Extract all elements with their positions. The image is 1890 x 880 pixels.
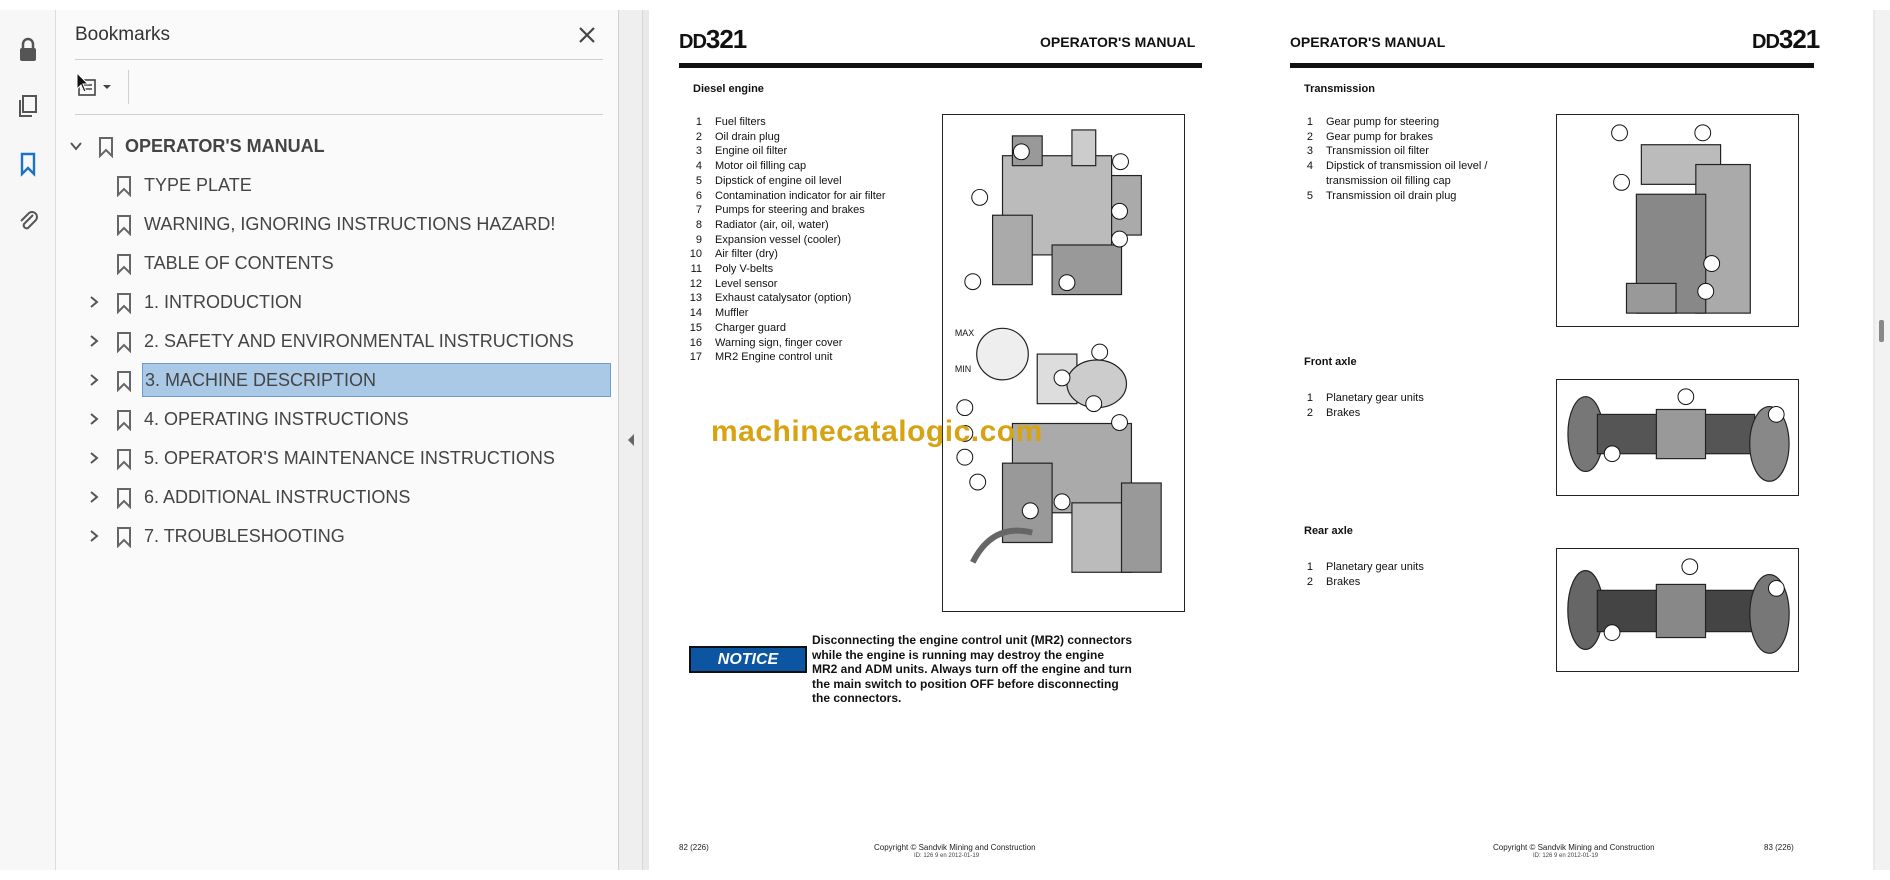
chevron-right-icon[interactable] <box>84 526 104 546</box>
tool-rail <box>0 10 56 870</box>
bookmark-icon <box>114 212 134 238</box>
section-title: Front axle <box>1304 356 1357 368</box>
list-item: 9 Expansion vessel (cooler) <box>695 233 841 246</box>
bookmark-icon <box>114 485 134 511</box>
list-item: 8 Radiator (air, oil, water) <box>695 218 829 231</box>
front-axle-figure <box>1556 379 1799 496</box>
list-item: 1 Gear pump for steering <box>1306 116 1440 128</box>
section-title: Diesel engine <box>693 83 764 95</box>
dd321-logo: DD321 <box>1752 24 1820 54</box>
list-item: 14 Muffler <box>689 307 749 320</box>
list-item: 6 Contamination indicator for air filter <box>695 189 886 202</box>
vertical-scrollbar[interactable] <box>1875 10 1890 870</box>
bookmark-label: 3. MACHINE DESCRIPTION <box>142 363 611 397</box>
chevron-down-icon <box>102 83 112 91</box>
diesel-engine-figure <box>942 114 1185 612</box>
parts-list <box>1290 115 1512 203</box>
panel-title: Bookmarks <box>75 24 171 45</box>
bookmark-label: 5. OPERATOR'S MAINTENANCE INSTRUCTIONS <box>144 448 555 468</box>
chevron-right-icon[interactable] <box>84 370 104 390</box>
list-item: 13 Exhaust catalysator (option) <box>689 292 852 305</box>
page-83 <box>1260 10 1873 870</box>
chevron-right-icon[interactable] <box>84 487 104 507</box>
bookmark-label: 6. ADDITIONAL INSTRUCTIONS <box>144 487 411 507</box>
bookmark-machine-description[interactable] <box>56 361 619 400</box>
bookmark-troubleshooting[interactable] <box>56 517 619 556</box>
list-item: 17 MR2 Engine control unit <box>689 351 833 364</box>
page-number: 82 (226) <box>679 843 709 852</box>
bookmark-type-plate[interactable] <box>56 166 619 205</box>
list-item: 4 Dipstick of transmission oil level / transmission oil filling cap <box>1306 160 1488 187</box>
divider <box>128 70 129 104</box>
scrollbar-thumb[interactable] <box>1879 320 1884 342</box>
max-label: MAX <box>954 328 975 339</box>
bookmark-operators-manual[interactable] <box>56 127 619 166</box>
list-item: 4 Motor oil filling cap <box>695 160 807 173</box>
document-id: ID: 126 9 en 2012-01-19 <box>1533 853 1599 859</box>
section-title: Rear axle <box>1304 525 1353 537</box>
list-item: 15 Charger guard <box>689 321 786 334</box>
page-header: OPERATOR'S MANUAL <box>1290 34 1446 50</box>
bookmark-icon <box>114 329 134 355</box>
list-item: 11 Poly V-belts <box>690 263 774 276</box>
section-title: Transmission <box>1304 83 1375 95</box>
rear-axle-figure <box>1556 548 1799 672</box>
pages-icon[interactable] <box>12 90 44 122</box>
bookmark-introduction[interactable] <box>56 283 619 322</box>
list-item: 1 Fuel filters <box>695 116 766 128</box>
bookmark-label: 4. OPERATING INSTRUCTIONS <box>144 409 409 429</box>
bookmark-label: OPERATOR'S MANUAL <box>125 136 325 156</box>
chevron-right-icon[interactable] <box>84 331 104 351</box>
transmission-figure <box>1556 114 1799 327</box>
page-number: 83 (226) <box>1764 843 1794 852</box>
front-axle-drawing <box>1557 380 1798 495</box>
divider <box>75 114 603 115</box>
bookmark-icon <box>114 251 134 277</box>
notice-text: Disconnecting the engine control unit (MR2) connectors while the engine is running may destroy the engine MR2 and ADM units. Always turn off the engine and turn the main switch to position OFF before disconnecting the connectors. <box>812 633 1133 706</box>
list-item: 3 Transmission oil filter <box>1306 145 1429 158</box>
watermark: machinecatalogic.com <box>711 415 1043 448</box>
rear-axle-drawing <box>1557 549 1798 671</box>
list-item: 2 Brakes <box>1306 575 1361 588</box>
chevron-right-icon[interactable] <box>84 448 104 468</box>
min-label: MIN <box>954 363 972 374</box>
mouse-cursor-icon <box>76 72 92 94</box>
notice-badge: NOTICE <box>689 646 807 673</box>
document-id: ID: 126 9 en 2012-01-19 <box>914 853 980 859</box>
copyright: Copyright © Sandvik Mining and Construction <box>874 843 1036 852</box>
lock-icon[interactable] <box>12 34 44 66</box>
list-item: 2 Brakes <box>1306 406 1361 419</box>
bookmark-label: WARNING, IGNORING INSTRUCTIONS HAZARD! <box>144 214 556 234</box>
list-item: 2 Gear pump for brakes <box>1306 130 1433 143</box>
header-rule <box>679 63 1202 68</box>
parts-list <box>1290 560 1512 589</box>
bookmark-icon <box>114 173 134 199</box>
bookmarks-panel <box>56 10 619 870</box>
bookmark-icon <box>114 446 134 472</box>
parts-list <box>679 115 899 365</box>
bookmark-icon <box>114 368 134 394</box>
bookmark-icon <box>96 134 116 160</box>
list-item: 1 Planetary gear units <box>1306 561 1424 573</box>
engine-drawing <box>943 115 1184 611</box>
chevron-down-icon[interactable] <box>66 136 86 156</box>
copyright: Copyright © Sandvik Mining and Construction <box>1493 843 1655 852</box>
close-icon[interactable] <box>574 22 600 48</box>
bookmark-operating-instructions[interactable] <box>56 400 619 439</box>
list-item: 5 Dipstick of engine oil level <box>695 174 842 187</box>
collapse-panel-icon[interactable] <box>626 433 636 447</box>
document-view[interactable] <box>643 10 1890 870</box>
bookmark-warning[interactable] <box>56 205 619 244</box>
page-header: OPERATOR'S MANUAL <box>1040 34 1196 50</box>
bookmark-additional[interactable] <box>56 478 619 517</box>
dd321-logo: DD321 <box>679 24 747 54</box>
list-item: 12 Level sensor <box>689 277 778 290</box>
divider <box>75 59 603 60</box>
bookmark-icon <box>114 290 134 316</box>
bookmark-icon <box>114 524 134 550</box>
bookmark-safety[interactable] <box>56 322 619 361</box>
list-item: 2 Oil drain plug <box>695 130 780 143</box>
list-item: 3 Engine oil filter <box>695 145 788 158</box>
bookmark-table-of-contents[interactable] <box>56 244 619 283</box>
chevron-right-icon[interactable] <box>84 409 104 429</box>
bookmark-label: 7. TROUBLESHOOTING <box>144 526 345 546</box>
bookmark-tree <box>56 127 619 556</box>
list-item: 16 Warning sign, finger cover <box>689 336 843 349</box>
bookmark-label: TYPE PLATE <box>144 175 252 195</box>
chevron-right-icon[interactable] <box>84 292 104 312</box>
paperclip-icon[interactable] <box>12 204 44 236</box>
list-item: 10 Air filter (dry) <box>689 248 778 261</box>
header-rule <box>1290 63 1814 68</box>
bookmark-maintenance[interactable] <box>56 439 619 478</box>
list-item: 5 Transmission oil drain plug <box>1306 189 1457 202</box>
bookmark-label: 1. INTRODUCTION <box>144 292 303 312</box>
bookmark-label: TABLE OF CONTENTS <box>144 253 334 273</box>
bookmark-icon[interactable] <box>12 148 44 180</box>
panel-splitter[interactable] <box>619 10 643 870</box>
parts-list <box>1290 391 1512 420</box>
bookmark-label: 2. SAFETY AND ENVIRONMENTAL INSTRUCTIONS <box>144 331 574 351</box>
list-item: 1 Planetary gear units <box>1306 392 1424 404</box>
bookmark-icon <box>114 407 134 433</box>
transmission-drawing <box>1557 115 1798 326</box>
page-82 <box>649 10 1260 870</box>
list-item: 7 Pumps for steering and brakes <box>695 204 865 217</box>
